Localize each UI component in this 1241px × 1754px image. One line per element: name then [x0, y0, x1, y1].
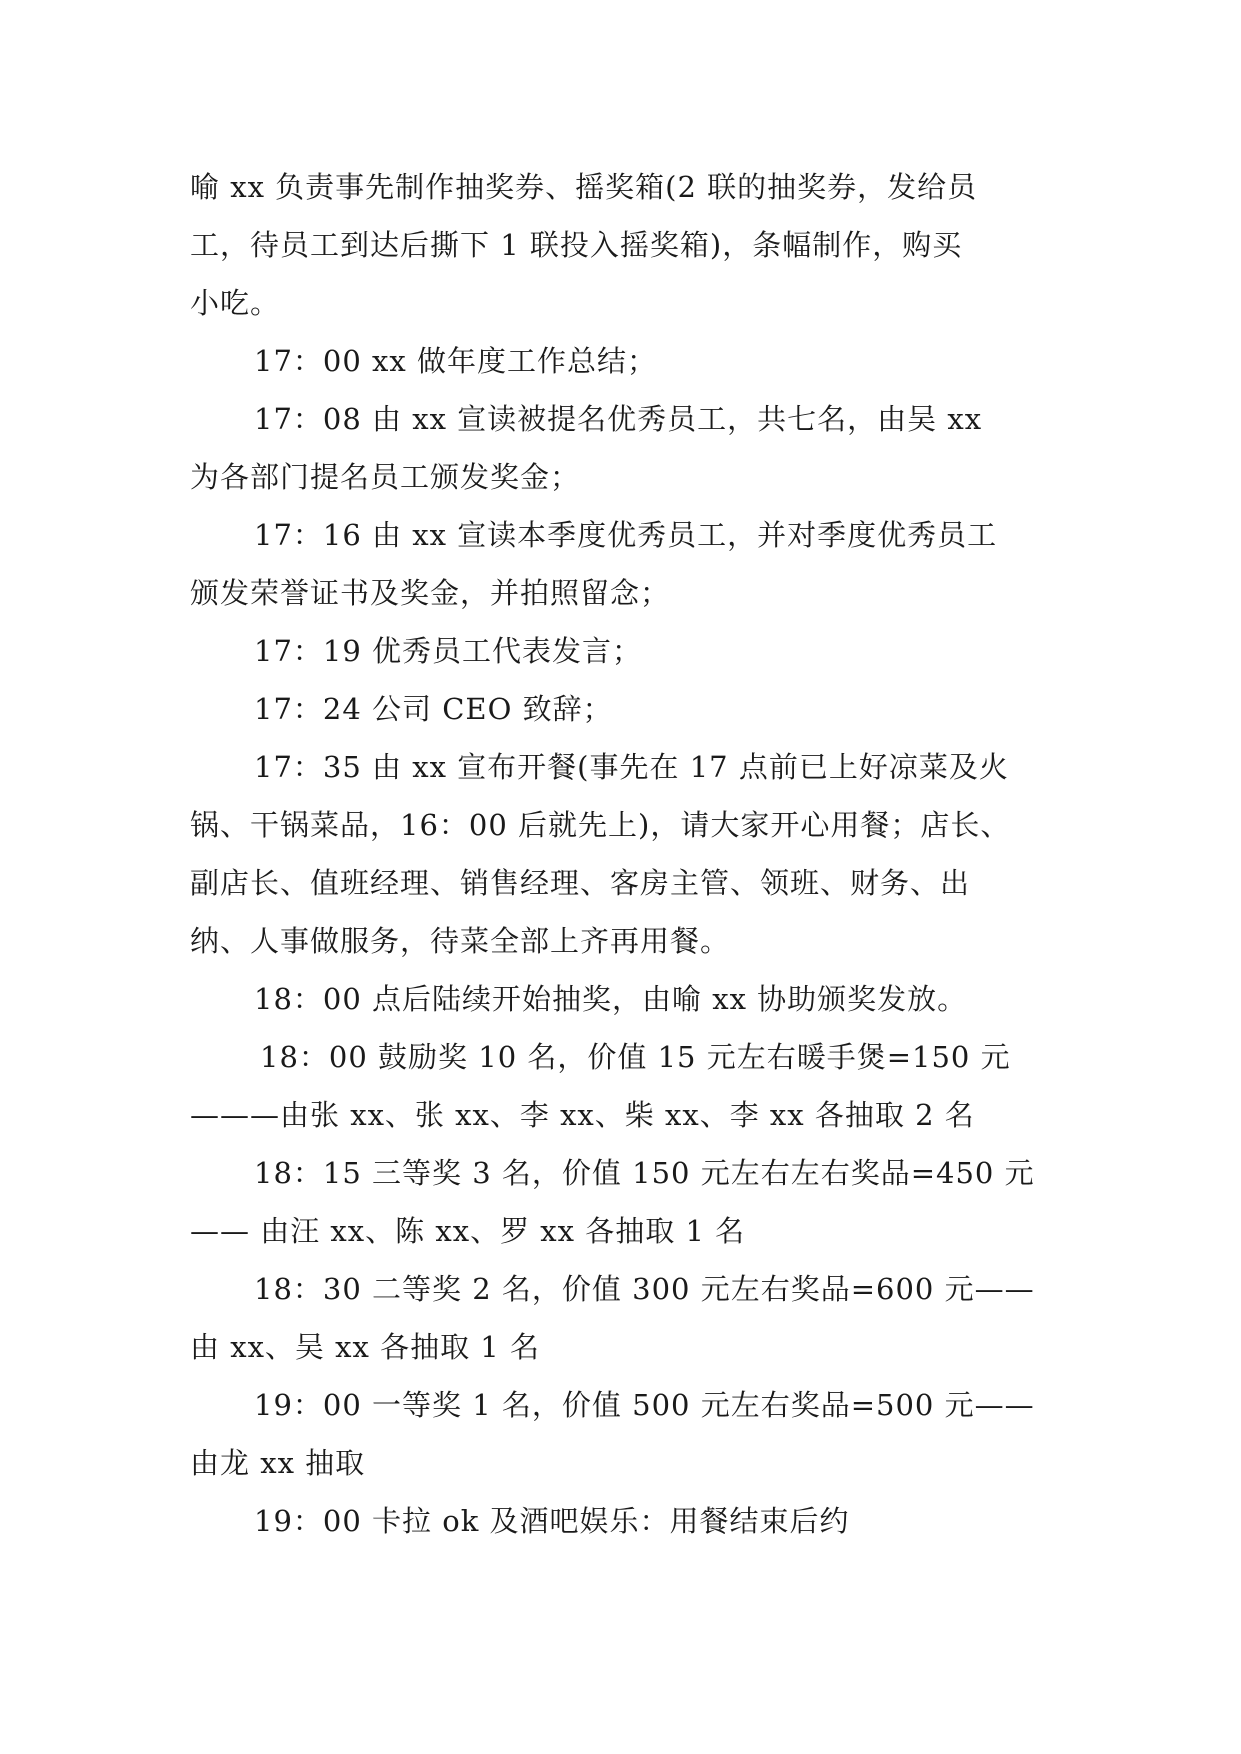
text-line: 18：15 三等奖 3 名，价值 150 元左右左右奖品=450 元: [254, 1156, 1035, 1190]
text-line: 锅、干锅菜品，16：00 后就先上)，请大家开心用餐；店长、: [190, 808, 1011, 842]
text-line: 17：00 xx 做年度工作总结；: [254, 344, 657, 378]
text-line: 颁发荣誉证书及奖金，并拍照留念；: [190, 576, 671, 610]
text-line: —— 由汪 xx、陈 xx、罗 xx 各抽取 1 名: [190, 1214, 746, 1248]
text-line: 18：00 鼓励奖 10 名，价值 15 元左右暖手煲=150 元: [260, 1040, 1011, 1074]
paragraph-1900-prize: [190, 1376, 1060, 1492]
paragraph-1700: [190, 332, 1060, 390]
paragraph-1800-start: [190, 970, 1060, 1028]
text-line: 17：16 由 xx 宣读本季度优秀员工，并对季度优秀员工: [254, 518, 998, 552]
text-line: 喻 xx 负责事先制作抽奖券、摇奖箱(2 联的抽奖券，发给员: [190, 170, 978, 204]
paragraph-1800-prize: [190, 1028, 1060, 1144]
text-line: 由 xx、吴 xx 各抽取 1 名: [190, 1330, 540, 1364]
paragraph-1724: [190, 680, 1060, 738]
paragraph-1815: [190, 1144, 1060, 1260]
paragraph-1708: [190, 390, 1060, 506]
document-body: [190, 158, 1060, 1550]
text-line: 副店长、值班经理、销售经理、客房主管、领班、财务、出: [190, 866, 971, 900]
text-line: 17：08 由 xx 宣读被提名优秀员工，共七名，由吴 xx: [254, 402, 983, 436]
text-line: 17：19 优秀员工代表发言；: [254, 634, 643, 668]
text-line: 纳、人事做服务，待菜全部上齐再用餐。: [190, 924, 731, 958]
text-line: 为各部门提名员工颁发奖金；: [190, 460, 581, 494]
paragraph-materials: [190, 158, 1060, 332]
text-line: 17：35 由 xx 宣布开餐(事先在 17 点前已上好凉菜及火: [254, 750, 1009, 784]
text-line: 18：30 二等奖 2 名，价值 300 元左右奖品=600 元——: [254, 1272, 1035, 1306]
text-line: 17：24 公司 CEO 致辞；: [254, 692, 613, 726]
paragraph-1900-ktv: [190, 1492, 1060, 1550]
text-line: ———由张 xx、张 xx、李 xx、柴 xx、李 xx 各抽取 2 名: [190, 1098, 975, 1132]
text-line: 工，待员工到达后撕下 1 联投入摇奖箱)，条幅制作，购买: [190, 228, 963, 262]
text-line: 19：00 一等奖 1 名，价值 500 元左右奖品=500 元——: [254, 1388, 1035, 1422]
paragraph-1719: [190, 622, 1060, 680]
text-line: 18：00 点后陆续开始抽奖，由喻 xx 协助颁奖发放。: [254, 982, 968, 1016]
text-line: 由龙 xx 抽取: [190, 1446, 366, 1480]
paragraph-1830: [190, 1260, 1060, 1376]
paragraph-1735: [190, 738, 1060, 970]
text-line: 小吃。: [190, 286, 281, 320]
paragraph-1716: [190, 506, 1060, 622]
text-line: 19：00 卡拉 ok 及酒吧娱乐：用餐结束后约: [254, 1504, 850, 1538]
